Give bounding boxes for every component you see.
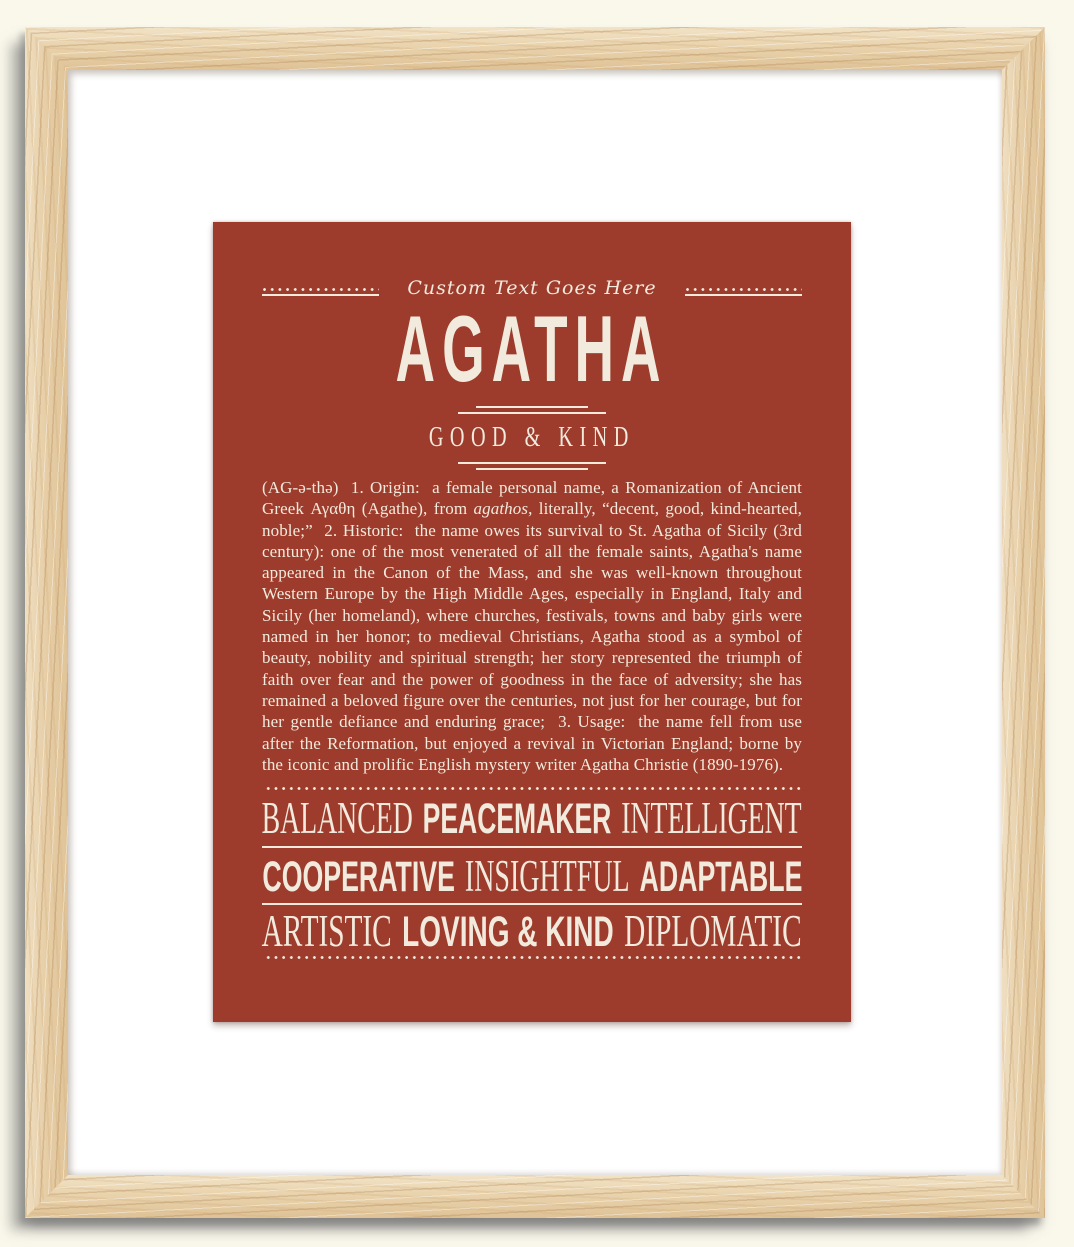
double-rule-bottom <box>476 468 588 470</box>
trait-word: INTELLIGENT <box>621 793 803 843</box>
trait-row <box>262 905 802 956</box>
dotted-rule-icon <box>262 288 379 291</box>
mat-board <box>68 70 1002 1175</box>
double-rule-top <box>476 406 588 408</box>
definition-paragraph <box>262 477 802 775</box>
double-rule-bottom <box>458 462 606 464</box>
subtitle-text: GOOD & KIND <box>429 422 635 453</box>
trait-row <box>262 848 802 903</box>
double-rule-top <box>458 412 606 414</box>
trait-word: ARTISTIC <box>262 905 393 956</box>
trait-word: ADAPTABLE <box>639 852 802 901</box>
trait-word: DIPLOMATIC <box>624 905 803 956</box>
traits-section <box>262 787 802 959</box>
picture-frame <box>25 27 1045 1218</box>
frame-wood-top <box>25 27 1045 70</box>
definition-segment: agathos <box>473 499 529 519</box>
definition-segment: , literally, “decent, good, kind-hearted, noble;” 2. Historic: the name owes its survival to St. Agatha of Sicily (3rd century): one of the most venerated of all the female saints, Agatha's name appeared in the Canon of the Mass, and she was well-known throughout Western Europe by the High Middle Ages, especially in England, Italy and Sicily (her homeland), where churches, festivals, towns and baby girls were named in her honor; to medieval Christians, Agatha stood as a symbol of beauty, nobility and spiritual strength; her story represented the triumph of faith over fear and the power of goodness in the face of adversity; she has remained a beloved figure over the centuries, not just for her courage, but for her gentle defiance and enduring grace; 3. Usage: the name fell from use after the Reformation, but enjoyed a revival in Victorian England; borne by the iconic and prolific English mystery writer Agatha Christie (1890-1976). <box>262 499 802 774</box>
custom-text-label: Custom Text Goes Here <box>407 277 657 299</box>
solid-rule <box>685 294 802 296</box>
frame-wood-bottom <box>25 1175 1045 1218</box>
header-rule-right <box>685 288 802 302</box>
name-title: AGATHA <box>396 296 668 401</box>
trait-word: LOVING & KIND <box>402 907 615 956</box>
frame-wood-right <box>1002 27 1045 1218</box>
art-print <box>213 222 851 1022</box>
frame-wood-left <box>25 27 68 1218</box>
name-title-wrap <box>213 296 851 401</box>
trait-word: PEACEMAKER <box>423 795 612 843</box>
trait-row <box>262 790 802 846</box>
trait-word: INSIGHTFUL <box>464 850 630 901</box>
header-rule-left <box>262 288 379 302</box>
trait-word: COOPERATIVE <box>262 852 455 901</box>
subtitle-block <box>213 406 851 470</box>
solid-rule <box>262 294 379 296</box>
dotted-rule-icon <box>685 288 802 291</box>
trait-word: BALANCED <box>262 793 414 843</box>
definition-segment: (AG-ə-thə) 1. Origin: a female personal name, a Romanization of Ancient Greek Αγαθη (Agathe), from <box>262 478 802 519</box>
